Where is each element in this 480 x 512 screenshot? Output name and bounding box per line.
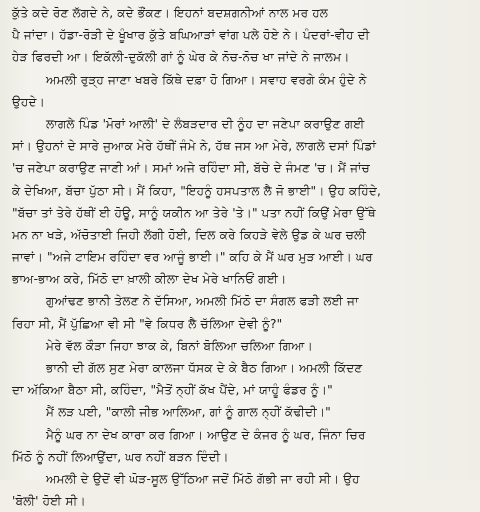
paragraph-start-line: ਅਮਲੀ ਦੇ ਉਦੋਂ ਵੀ ਘੋੜ-ਸੂਲ ਉੱਠਿਆ ਜਦੋਂ ਮਿੱਠੋ ਗੱਭੀ ਜਾ ਰਹੀ ਸੀ। ਉਹ	[46, 471, 360, 486]
text-line: ਸਾਂ। ਉਹਨਾਂ ਦੇ ਸਾਰੇ ਜੁਆਕ ਮੇਰੇ ਹੱਥੀਂ ਜੰਮੇ ਨੇ, ਹੱਥ ਜਸ ਆ ਮੇਰੇ, ਲਾਗਲੇ ਦਸਾਂ ਪਿੰਡਾਂ	[12, 139, 377, 154]
text-line: ਪੈ ਜਾਂਦਾ। ਹੱਡਾ-ਰੋੜੀ ਦੇ ਖੂੰਖਾਰ ਕੁੱਤੇ ਬਘਿਆੜਾਂ ਵਾਂਗ ਪਲੇ ਹੋਏ ਨੇ। ਪੰਦਰਾਂ-ਵੀਹ ਦੀ	[12, 28, 370, 43]
text-line: ਜਾਵਾਂ। "ਅਜੇ ਟਾਇਮ ਰਹਿੰਦਾ ਵਰ ਆਜੂੰ ਭਾਈ।" ਕਹਿ ਕੇ ਮੈਂ ਘਰ ਮੁੜ ਆਈ। ਘਰ	[12, 250, 373, 265]
paragraph-start-line: ਗੁਆਂਢਣ ਭਾਨੀ ਤੇਲਣ ਨੇ ਦੱਸਿਆ, ਅਮਲੀ ਮਿੱਠੋ ਦਾ ਸੰਗਲ ਫੜੀ ਲਈ ਜਾ	[46, 294, 359, 309]
text-line: ਮਨ ਨਾ ਖੜੇ, ਅੱਚੋਤਾਈ ਜਿਹੀ ਲੱਗੀ ਹੋਈ, ਦਿਲ ਕਰੇ ਕਿਹੜੇ ਵੇਲੇ ਉਡ ਕੇ ਘਰ ਚਲੀ	[12, 227, 367, 242]
paragraph-start-line: ਭਾਨੀ ਦੀ ਗੱਲ ਸੁਣ ਮੇਰਾ ਕਾਲਜਾ ਧੱਸਕ ਦੇ ਕੇ ਬੈਠ ਗਿਆ। ਅਮਲੀ ਕਿੱਦਣ	[46, 361, 363, 375]
text-line: ਹੇੜ ਫਿਰਦੀ ਆ। ਇਕੱਲੀ-ਦੁਕੱਲੀ ਗਾਂ ਨੂੰ ਘੇਰ ਕੇ ਨੋਚ-ਨੋਚ ਖਾ ਜਾਂਦੇ ਨੇ ਜਾਲਮ।	[12, 50, 350, 65]
text-line: 'ਚ ਜਣੇਪਾ ਕਰਾਉਣ ਜਾਣੀ ਆਂ। ਸਮਾਂ ਅਜੇ ਰਹਿੰਦਾ ਸੀ, ਬੱਚੇ ਦੇ ਜੰਮਣ 'ਚ। ਮੈਂ ਜਾਂਚ	[12, 161, 370, 176]
text-line: ਭਾਅ-ਭਾਅ ਕਰੇ, ਮਿੱਠੋ ਦਾ ਖ਼ਾਲੀ ਕੀਲਾ ਦੇਖ ਮੇਰੇ ਖਾਨਿਓਂ ਗਈ।	[12, 272, 287, 287]
text-line: ਉਹਦੇ।	[12, 94, 45, 109]
text-line: ਕੇ ਦੇਖਿਆ, ਬੱਚਾ ਪੁੱਠਾ ਸੀ। ਮੈਂ ਕਿਹਾ, "ਇਹਨੂੰ ਹਸਪਤਾਲ ਲੈ ਜੋ ਭਾਈ"। ਉਹ ਕਹਿੰਦੇ,	[12, 183, 382, 198]
text-line: ਕੁੱਤੇ ਕਦੇ ਰੋਣ ਲੱਗਦੇ ਨੇ, ਕਦੇ ਭੌਂਕਣ। ਇਹਨਾਂ ਬਦਸ਼ਗਨੀਆਂ ਨਾਲ ਮਰ ਹਲ	[12, 6, 329, 20]
paragraph-start-line: ਮੈਂ ਲੜ ਪਈ, "ਕਾਲੀ ਜੀਭ ਆਲਿਆ, ਗਾਂ ਨੂੰ ਗਾਲ ਨ੍ਹੀਂ ਕੱਢੀਦੀ।"	[46, 405, 331, 420]
text-line: "ਬੱਚਾ ਤਾਂ ਤੇਰੇ ਹੱਥੀਂ ਈ ਹੋਊ, ਸਾਨੂੰ ਯਕੀਨ ਆ ਤੇਰੇ 'ਤੇ।" ਪਤਾ ਨਹੀਂ ਕਿਉਂ ਮੇਰਾ ਉੱਥੇ	[12, 205, 376, 220]
paragraph-start-line: ਮੇਰੇ ਵੱਲ ਕੌੜਾ ਜਿਹਾ ਝਾਕ ਕੇ, ਬਿਨਾਂ ਬੋਲਿਆ ਚਲਿਆ ਗਿਆ।	[46, 338, 313, 353]
paragraph-start-line: ਲਾਗਲੇ ਪਿੰਡ 'ਮੋਰਾਂ ਆਲੀ' ਦੇ ਲੰਬੜਦਾਰ ਦੀ ਨੂੰਹ ਦਾ ਜਣੇਪਾ ਕਰਾਉਣ ਗਈ	[46, 116, 365, 131]
text-line: ਮਿੱਠੋ ਨੂੰ ਨਹੀਂ ਲਿਆਉਂਦਾ, ਘਰ ਨਹੀਂ ਬੜਨ ਦਿੰਦੀ।	[12, 449, 229, 464]
text-line: ਰਿਹਾ ਸੀ, ਮੈਂ ਪੁੱਛਿਆ ਵੀ ਸੀ "ਵੇ ਕਿਧਰ ਲੈ ਚੱਲਿਆ ਦੇਵੀ ਨੂੰ?"	[12, 316, 283, 331]
text-line: 'ਬੋਲੀ' ਹੋਈ ਸੀ।	[12, 494, 86, 509]
paragraph-start-line: ਅਮਲੀ ਰੁੜ੍ਹ ਜਾਣਾ ਖਬਰੇ ਕਿੱਥੇ ਦਫ਼ਾ ਹੋ ਗਿਆ। ਸਵਾਹ ਵਰਗੇ ਕੰਮ ਹੁੰਦੇ ਨੇ	[46, 72, 367, 87]
text-line: ਦਾ ਅੱਕਿਆ ਬੈਠਾ ਸੀ, ਕਹਿੰਦਾ, "ਮੈਤੋਂ ਨ੍ਹੀਂ ਕੱਖ ਪੈਂਦੇ, ਮਾਂ ਯਾਹੂੰ ਫੰਡਰ ਨੂੰ।"	[12, 383, 333, 398]
paragraph-start-line: ਮੈਨੂੰ ਘਰ ਨਾ ਦੇਖ ਕਾਰਾ ਕਰ ਗਿਆ। ਆਉਣ ਦੇ ਕੰਜਰ ਨੂੰ ਘਰ, ਜਿੰਨਾ ਚਿਰ	[46, 427, 366, 442]
